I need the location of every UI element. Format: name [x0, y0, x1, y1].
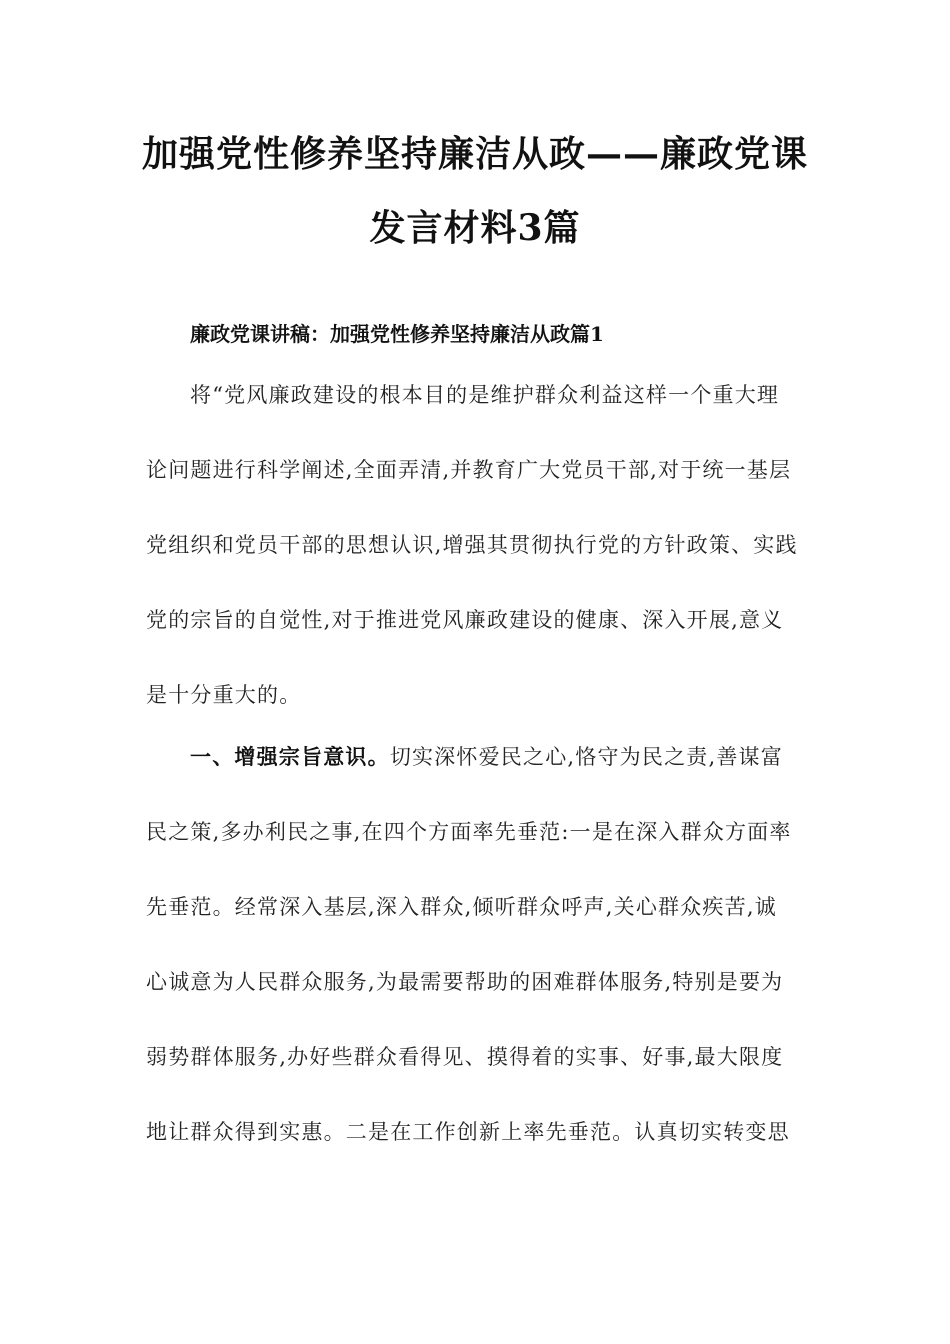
paragraph-2-first-line: [190, 741, 850, 773]
paragraph-2-line: 民之策,多办利民之事,在四个方面率先垂范:一是在深入群众方面率: [146, 820, 792, 844]
paragraph-1-line: 是十分重大的。: [146, 683, 302, 707]
document-title-line-1: 加强党性修养坚持廉洁从政——廉政党课: [141, 133, 808, 175]
paragraph-1-line: 将“党风廉政建设的根本目的是维护群众利益这样一个重大理: [190, 383, 780, 407]
paragraph-2-first-line-text: 切实深怀爱民之心,恪守为民之责,善谋富: [389, 745, 783, 769]
paragraph-2-line: 心诚意为人民群众服务,为最需要帮助的困难群体服务,特别是要为: [146, 970, 784, 994]
paragraph-2-heading: 一、增强宗旨意识。: [190, 744, 390, 769]
paragraph-2-line: 弱势群体服务,办好些群众看得见、摸得着的实事、好事,最大限度: [146, 1045, 784, 1069]
paragraph-2-line: 先垂范。经常深入基层,深入群众,倾听群众呼声,关心群众疾苦,诚: [146, 895, 777, 919]
section-subtitle: 廉政党课讲稿：加强党性修养坚持廉洁从政篇1: [190, 322, 604, 346]
paragraph-2-line: 地让群众得到实惠。二是在工作创新上率先垂范。认真切实转变思: [146, 1120, 790, 1144]
paragraph-1-line: 党组织和党员干部的思想认识,增强其贯彻执行党的方针政策、实践: [146, 533, 798, 557]
paragraph-1-line: 论问题进行科学阐述,全面弄清,并教育广大党员干部,对于统一基层: [146, 458, 792, 482]
paragraph-1-line: 党的宗旨的自觉性,对于推进党风廉政建设的健康、深入开展,意义: [146, 608, 784, 632]
document-title-line-2: 发言材料3篇: [369, 207, 581, 249]
